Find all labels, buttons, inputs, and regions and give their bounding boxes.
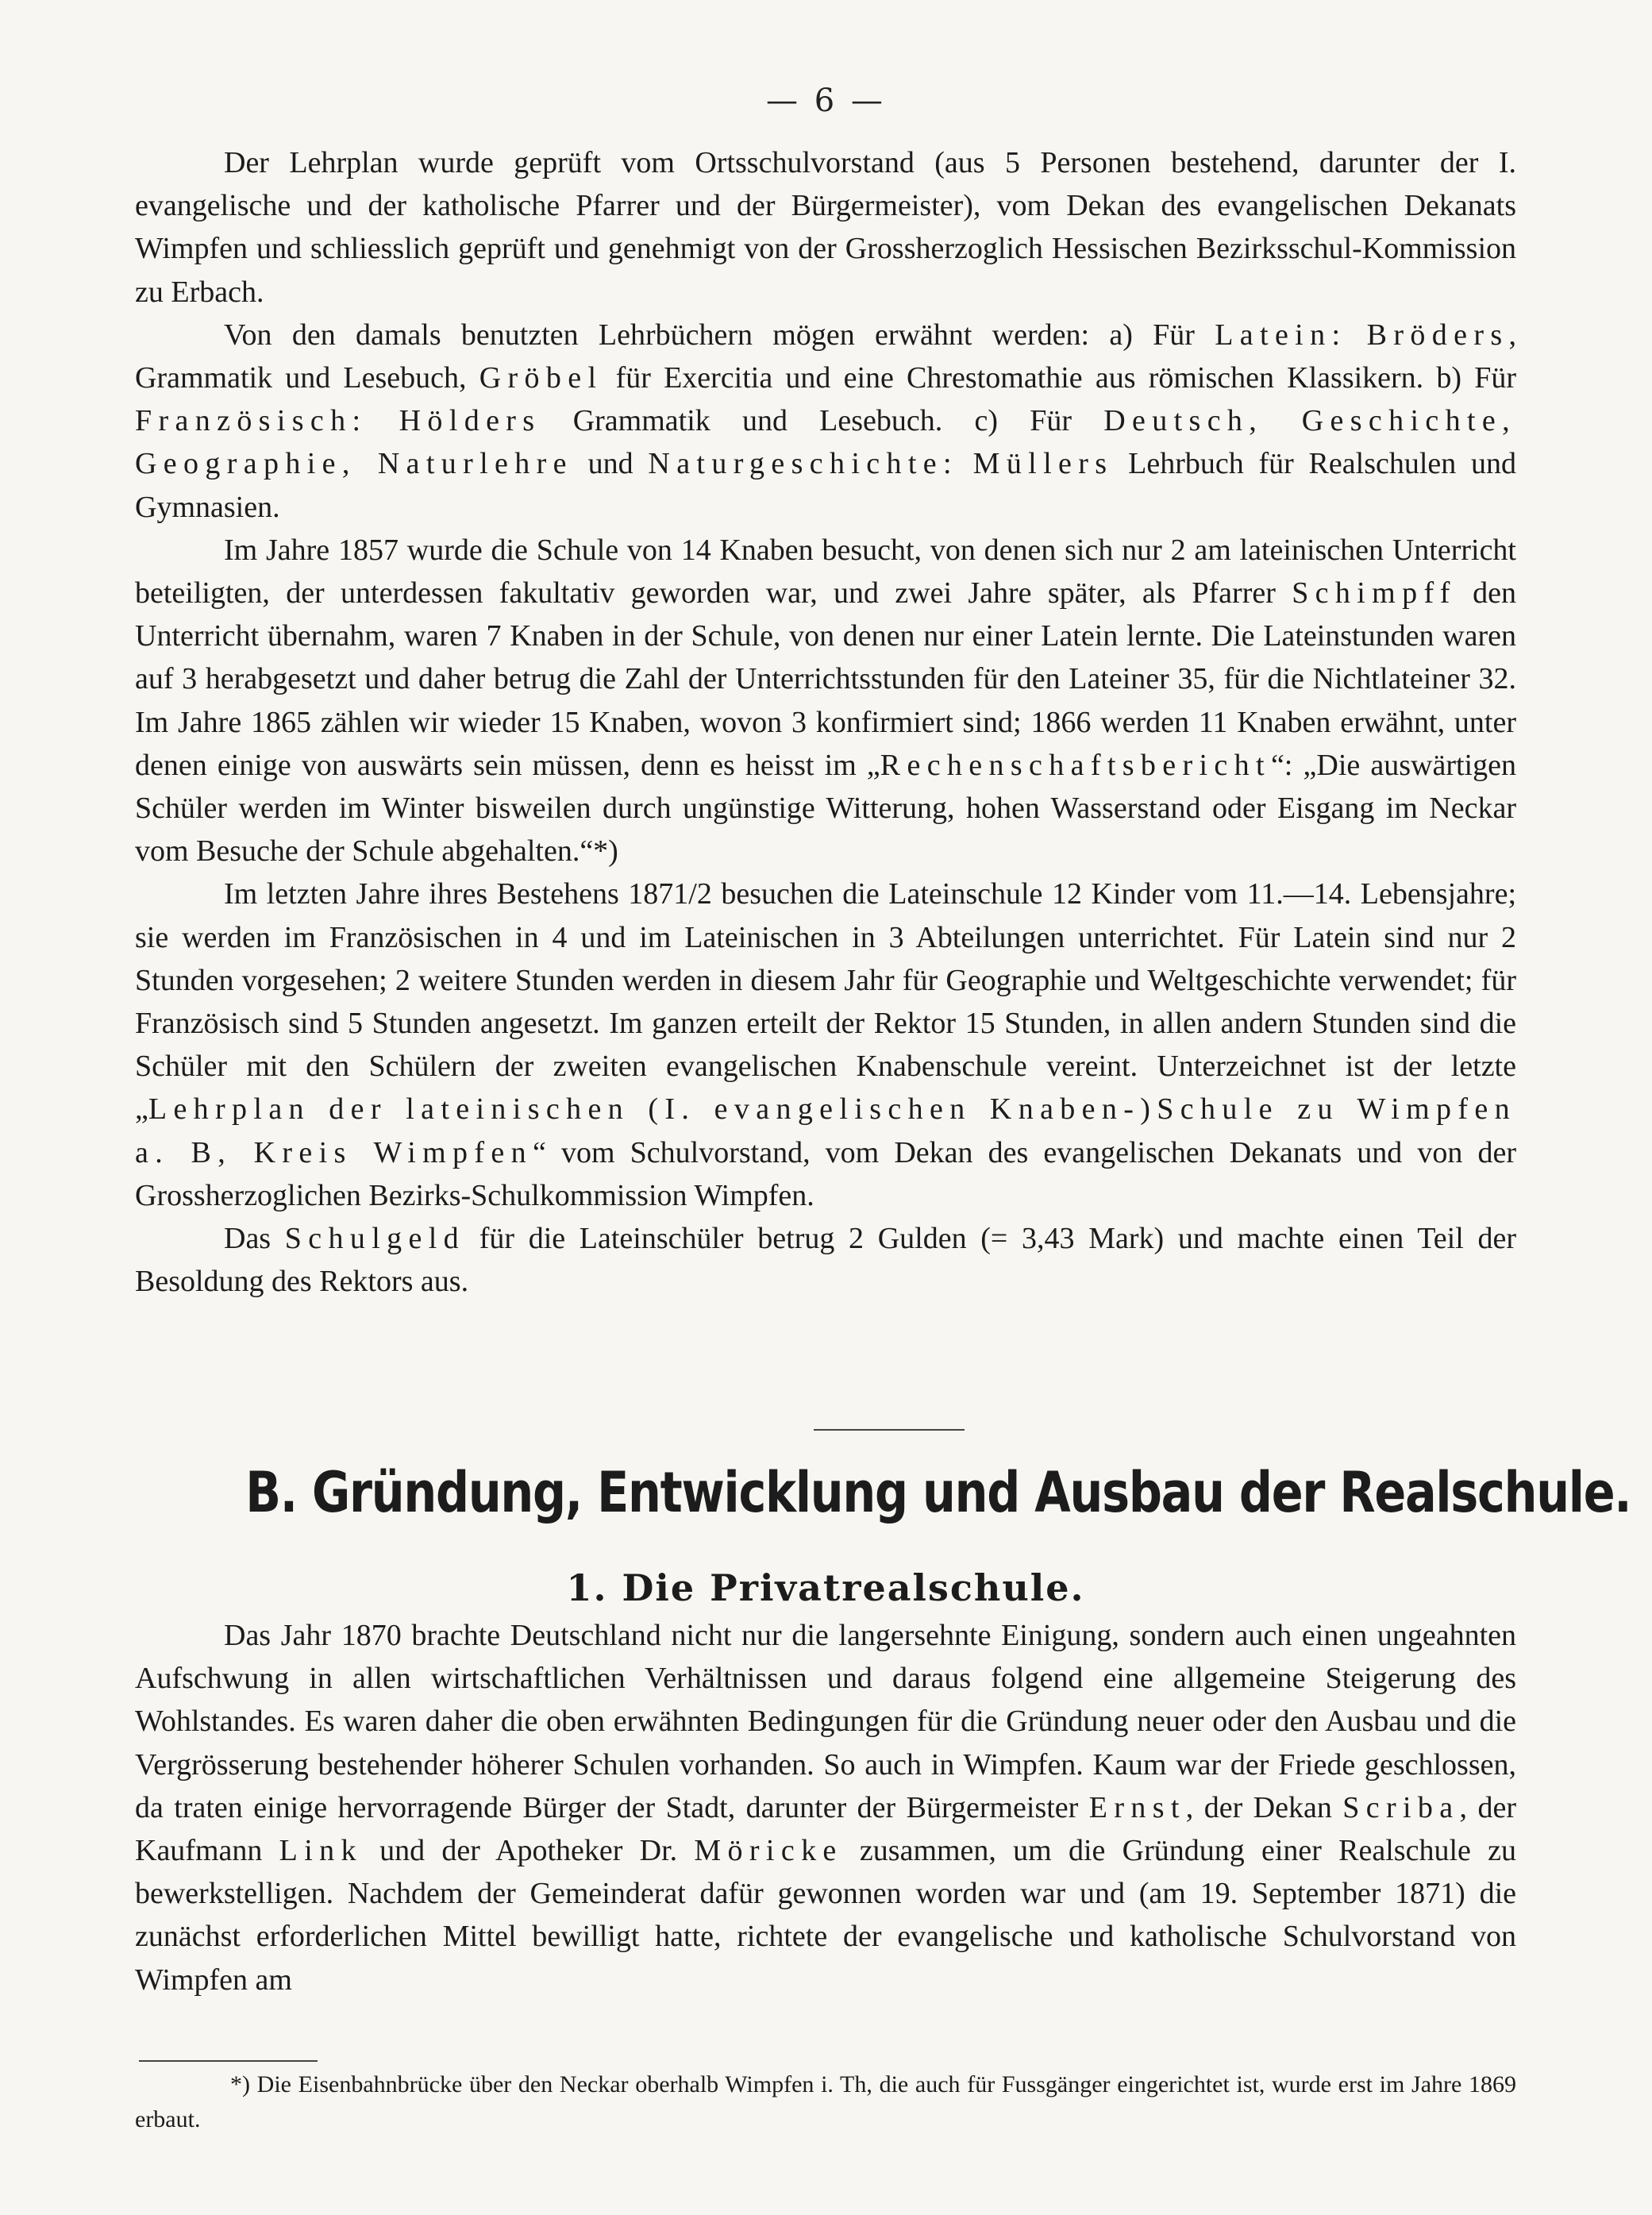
footnote: *) Die Eisenbahnbrücke über den Neckar oberhalb Wimpfen i. Th, die auch für Fussgänger eingerichtet ist, wurde erst im Jahre 1869 erbaut.: [135, 2071, 1516, 2132]
emphasized-text: Müllers: [972, 447, 1114, 481]
emphasized-text: Deutsch, Geschichte, Geographie, Naturlehre: [135, 404, 1516, 481]
emphasized-text: Latein:: [1215, 318, 1347, 352]
emphasized-text: Hölders: [399, 404, 541, 438]
emphasized-text: Lehrplan der lateinischen (I. evangelischen Knaben-)Schule zu Wimpfen a. B, Kreis Wimpfen: [135, 1092, 1516, 1169]
emphasized-text: Möricke: [694, 1834, 843, 1868]
footnote-rule: [139, 2060, 318, 2062]
section-divider: [814, 1429, 965, 1431]
page-number: — 6 —: [766, 83, 886, 119]
emphasized-text: Link: [279, 1834, 363, 1868]
emphasized-text: Schulgeld: [284, 1222, 466, 1256]
lateinschule-text: [135, 141, 1516, 1303]
emphasized-text: Rechenschaftsbericht: [880, 748, 1271, 782]
emphasized-text: Ernst: [1088, 1790, 1186, 1824]
emphasized-text: Bröders: [1366, 318, 1509, 352]
emphasized-text: Naturgeschichte:: [648, 447, 958, 481]
paragraph-schulgeld: Das Schulgeld für die Lateinschüler betrug 2 Gulden (= 3,43 Mark) und machte einen Teil der Besoldung des Rektors aus.: [135, 1222, 1516, 1299]
paragraph-letztes-jahr: Im letzten Jahre ihres Bestehens 1871/2 besuchen die Lateinschule 12 Kinder vom 11.—14. Lebensjahre; sie werden im Französischen in 4 und im Lateinischen in 3 Abteilungen unterrichtet. Für Latein sind nur 2 Stunden vorgesehen; 2 weitere Stunden werden in diesem Jahr für Geographie und Weltgeschichte verwendet; für Französisch sind 5 Stunden angesetzt. Im ganzen erteilt der Rektor 15 Stunden, in allen andern Stunden sind die Schüler mit den Schülern der zweiten evangelischen Knabenschule vereint. Unterzeichnet ist der letzte „Lehrplan der lateinischen (I. evangelischen Knaben-)Schule zu Wimpfen a. B, Kreis Wimpfen“ vom Schulvorstand, vom Dekan des evangelischen Dekanats und von der Grossherzoglichen Bezirks-Schulkommission Wimpfen.: [135, 877, 1516, 1212]
subsection-heading: 1. Die Privatrealschule.: [566, 1566, 1085, 1609]
paragraph-lehrbuecher: Von den damals benutzten Lehrbüchern mögen erwähnt werden: a) Für Latein: Bröders, Grammatik und Lesebuch, Gröbel für Exercitia und eine Chrestomathie aus römischen Klassikern. b) Für Französisch: Hölders Grammatik und Lesebuch. c) Für Deutsch, Geschichte, Geographie, Naturlehre und Naturgeschichte: Müllers Lehrbuch für Realschulen und Gymnasien.: [135, 318, 1517, 524]
emphasized-text: Scriba: [1342, 1790, 1460, 1824]
emphasized-text: Französisch:: [135, 404, 368, 438]
paragraph-jahr-1870: Das Jahr 1870 brachte Deutschland nicht nur die langersehnte Einigung, sondern auch einen ungeahnten Aufschwung in allen wirtschaftlichen Verhältnissen und daraus folgend eine allgemeine Steigerung des Wohlstandes. Es waren daher die oben erwähnten Bedingungen für die Gründung neuer oder den Ausbau und die Vergrösserung bestehender höherer Schulen vorhanden. So auch in Wimpfen. Kaum war der Friede geschlossen, da traten einige hervorragende Bürger der Stadt, darunter der Bürgermeister Ernst, der Dekan Scriba, der Kaufmann Link und der Apotheker Dr. Möricke zusammen, um die Gründung einer Realschule zu bewerkstelligen. Nachdem der Gemeinderat dafür gewonnen worden war und (am 19. September 1871) die zunächst erforderlichen Mittel bewilligt hatte, richtete der evangelische und katholische Schulvorstand von Wimpfen am: [135, 1619, 1517, 1997]
emphasized-text: Schimpff: [1292, 576, 1457, 611]
paragraph-jahr-1857: Im Jahre 1857 wurde die Schule von 14 Knaben besucht, von denen sich nur 2 am lateinischen Unterricht beteiligten, der unterdessen fakultativ geworden war, und zwei Jahre später, als Pfarrer Schimpff den Unterricht übernahm, waren 7 Knaben in der Schule, von denen nur einer Latein lernte. Die Lateinstunden waren auf 3 herabgesetzt und daher betrug die Zahl der Unterrichtsstunden für den Lateiner 35, für die Nichtlateiner 32. Im Jahre 1865 zählen wir wieder 15 Knaben, wovon 3 konfirmiert sind; 1866 werden 11 Knaben erwähnt, unter denen einige von auswärts sein müssen, denn es heisst im „Rechenschaftsbericht“: „Die auswärtigen Schüler werden im Winter bisweilen durch ungünstige Witterung, hohen Wasserstand oder Eisgang im Neckar vom Besuche der Schule abgehalten.“*): [135, 533, 1516, 869]
section-heading: B. Gründung, Entwicklung und Ausbau der Realschule.: [245, 1460, 1631, 1525]
emphasized-text: Gröbel: [479, 361, 603, 395]
paragraph-lehrplan: Der Lehrplan wurde geprüft vom Ortsschulvorstand (aus 5 Personen bestehend, darunter der I. evangelische und der katholische Pfarrer und der Bürgermeister), vom Dekan des evangelischen Dekanats Wimpfen und schliesslich geprüft und genehmigt von der Grossherzoglich Hessischen Bezirksschul-Kommission zu Erbach.: [135, 146, 1516, 309]
privatrealschule-text: [135, 1614, 1516, 2001]
